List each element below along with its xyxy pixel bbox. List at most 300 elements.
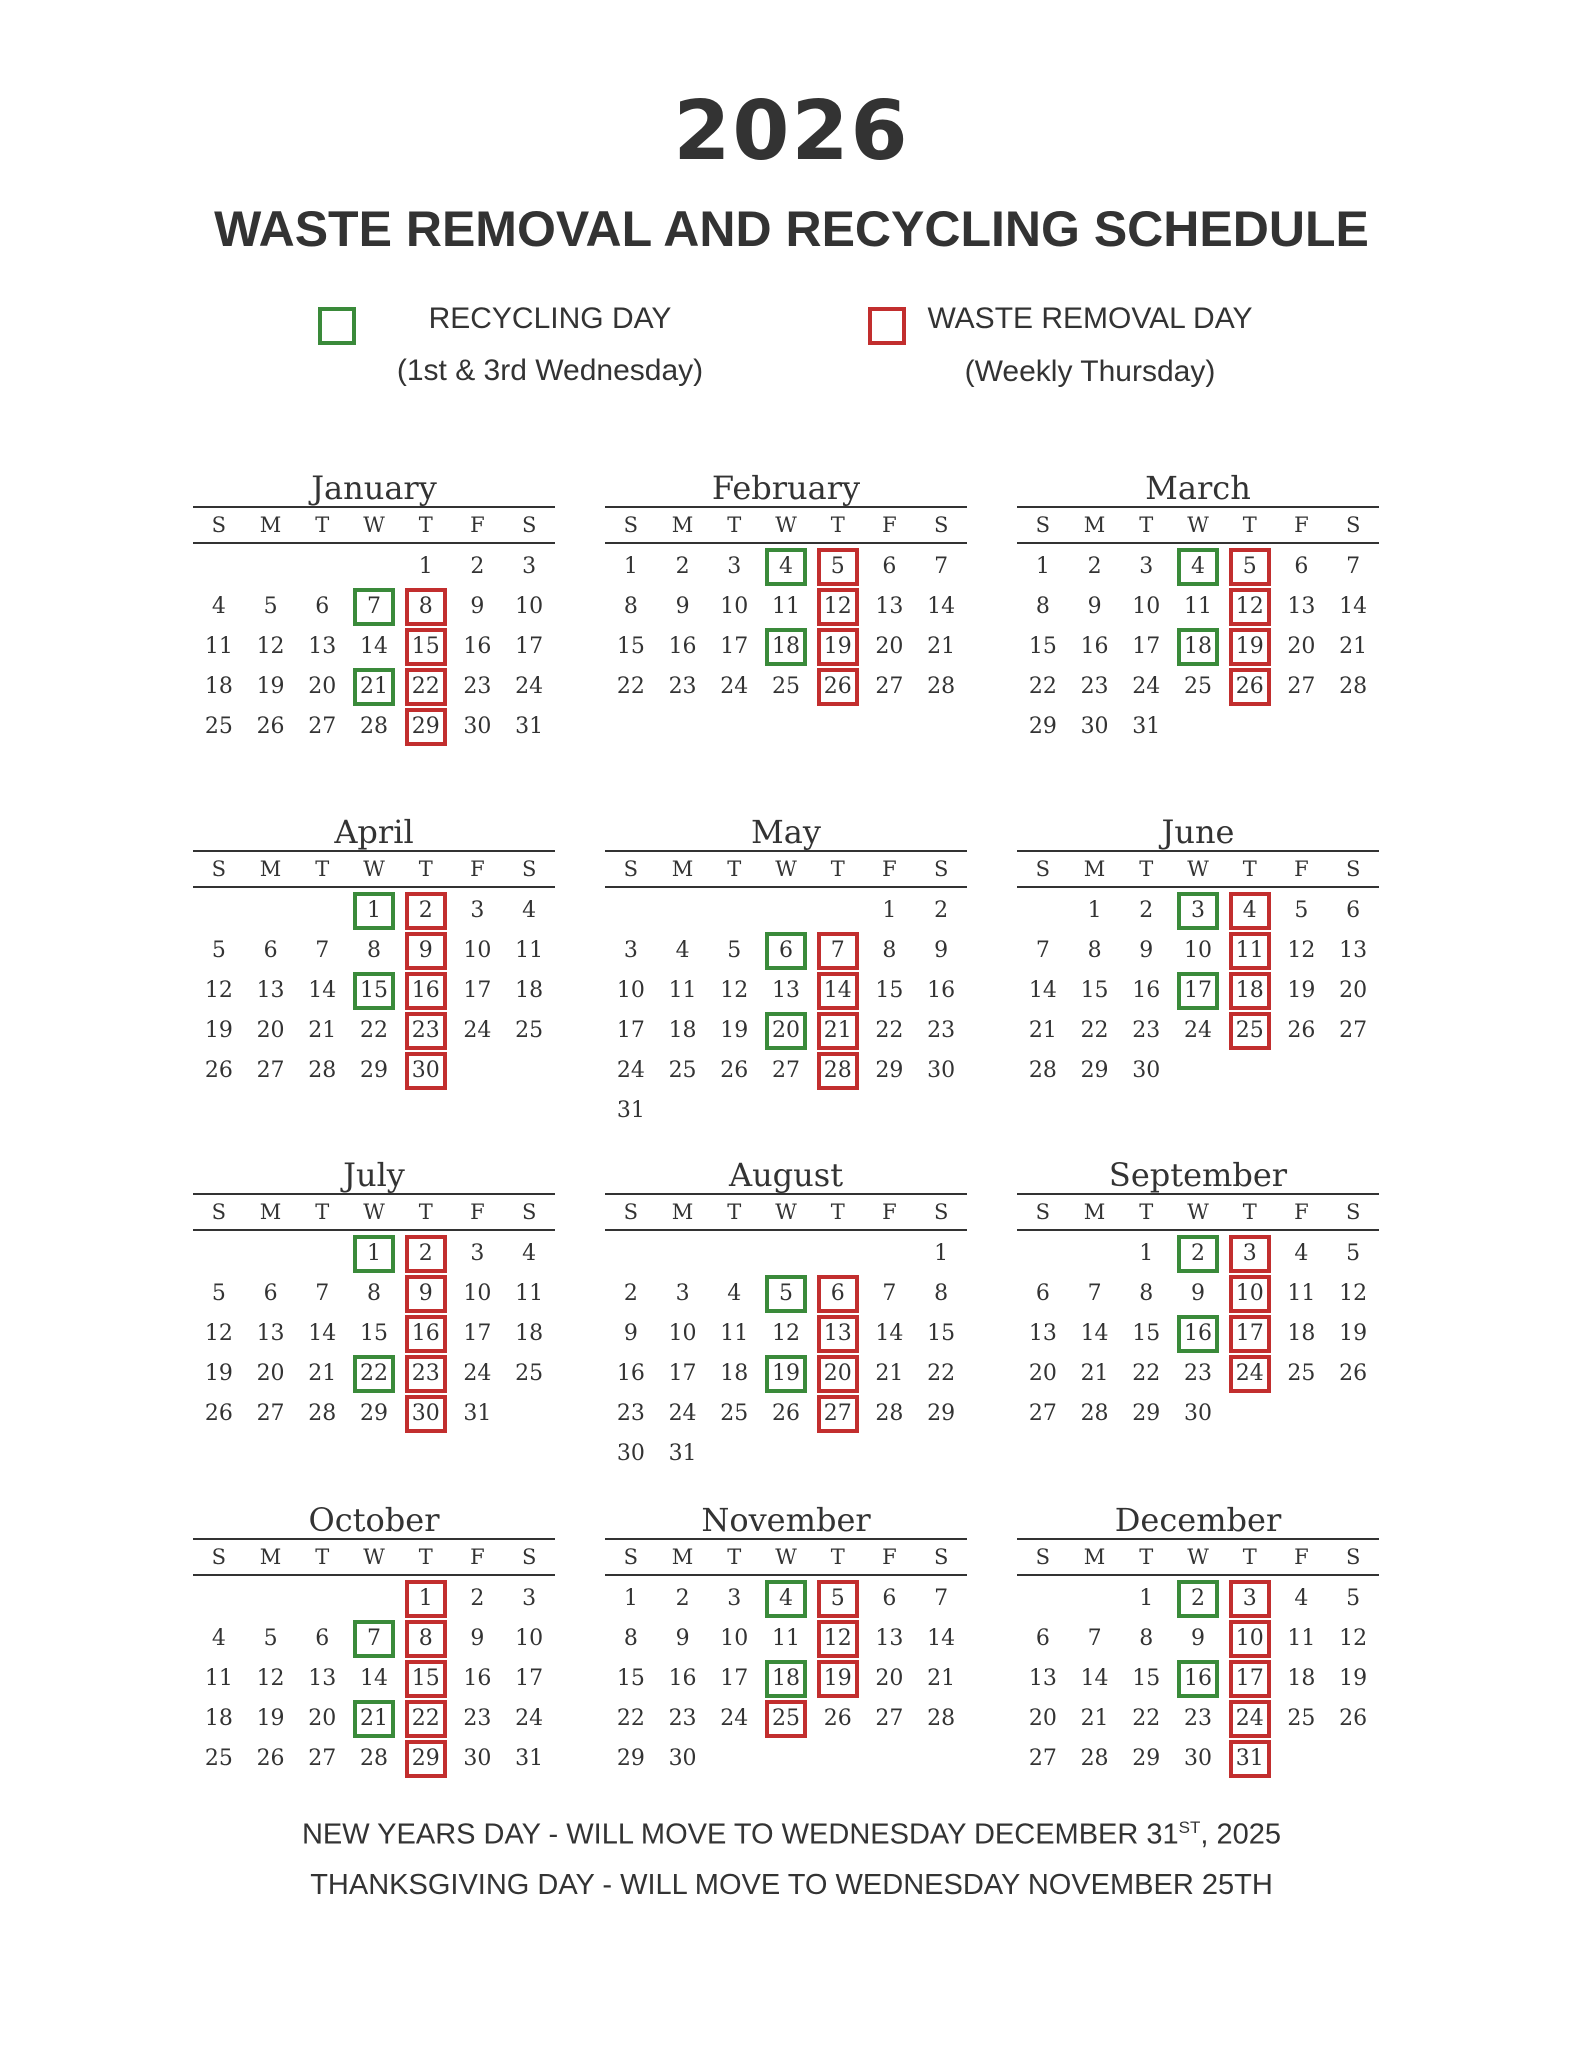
day-cell: 22 (359, 1018, 388, 1043)
month-april (193, 814, 555, 1091)
day-cell: 25 (771, 674, 800, 699)
day-cell: 15 (1028, 634, 1057, 659)
weekday-header: F (1294, 1545, 1309, 1569)
day-cell: 29 (359, 1401, 388, 1426)
weekday-header: S (623, 513, 639, 537)
recycling-day-cell: 1 (348, 1234, 400, 1274)
day-cell: 10 (1183, 938, 1212, 963)
weekday-header-row (1017, 1195, 1379, 1231)
day-cell: 28 (308, 1058, 337, 1083)
day-cell: 14 (1080, 1666, 1109, 1691)
day-cell: 19 (720, 1018, 749, 1043)
day-cell: 7 (315, 938, 330, 963)
day-cell: 10 (515, 1626, 544, 1651)
month-january (193, 470, 555, 747)
day-cell: 28 (1028, 1058, 1057, 1083)
weekday-header-row (1017, 508, 1379, 544)
weekday-header: T (727, 857, 742, 881)
waste-day-cell: 2 (400, 1234, 452, 1274)
weekday-header: T (315, 1545, 330, 1569)
month-september (1017, 1157, 1379, 1434)
day-cell: 18 (1287, 1666, 1316, 1691)
day-cell: 19 (256, 1706, 285, 1731)
day-cell: 6 (315, 1626, 330, 1651)
waste-day-cell: 21 (812, 1011, 864, 1051)
weekday-header: S (933, 1545, 949, 1569)
weekday-header: T (830, 1200, 845, 1224)
day-cell: 10 (668, 1321, 697, 1346)
day-cell: 28 (875, 1401, 904, 1426)
waste-day-cell: 16 (400, 1314, 452, 1354)
day-cell: 25 (204, 714, 233, 739)
month-name: April (193, 814, 555, 852)
day-cell: 28 (359, 1746, 388, 1771)
day-cell: 15 (616, 634, 645, 659)
waste-day-cell: 24 (1224, 1699, 1276, 1739)
day-cell: 25 (1287, 1361, 1316, 1386)
month-november (605, 1502, 967, 1779)
waste-day-cell: 11 (1224, 931, 1276, 971)
day-grid (605, 1579, 967, 1779)
day-cell: 23 (1183, 1706, 1212, 1731)
weekday-header: T (315, 513, 330, 537)
waste-day-cell: 22 (400, 1699, 452, 1739)
day-cell: 2 (623, 1281, 638, 1306)
day-cell: 28 (1080, 1401, 1109, 1426)
day-cell: 28 (308, 1401, 337, 1426)
day-cell: 28 (1080, 1746, 1109, 1771)
day-cell: 3 (522, 554, 537, 579)
weekday-header: F (1294, 513, 1309, 537)
day-cell: 22 (616, 1706, 645, 1731)
day-grid (1017, 891, 1379, 1091)
recycling-day-cell: 19 (760, 1354, 812, 1394)
day-cell: 30 (463, 1746, 492, 1771)
day-cell: 5 (211, 938, 226, 963)
day-cell: 18 (204, 1706, 233, 1731)
day-cell: 14 (308, 978, 337, 1003)
weekday-header: S (521, 1200, 537, 1224)
empty-day-cell (1017, 1234, 1069, 1274)
recycling-day-cell: 1 (348, 891, 400, 931)
recycling-day-cell: 18 (760, 1659, 812, 1699)
day-cell: 14 (875, 1321, 904, 1346)
waste-day-cell: 6 (812, 1274, 864, 1314)
day-cell: 10 (515, 594, 544, 619)
weekday-header: T (830, 857, 845, 881)
day-cell: 24 (668, 1401, 697, 1426)
day-cell: 12 (1339, 1281, 1368, 1306)
waste-day-cell: 26 (1224, 667, 1276, 707)
day-cell: 9 (470, 1626, 485, 1651)
day-cell: 24 (720, 674, 749, 699)
weekday-header: M (671, 1545, 694, 1569)
day-cell: 16 (1132, 978, 1161, 1003)
day-cell: 13 (1028, 1666, 1057, 1691)
weekday-header: W (363, 1200, 385, 1224)
weekday-header: S (1035, 513, 1051, 537)
recycling-day-cell: 2 (1172, 1579, 1224, 1619)
waste-day-cell: 22 (400, 667, 452, 707)
day-cell: 14 (927, 594, 956, 619)
weekday-header: F (882, 857, 897, 881)
day-cell: 21 (1080, 1361, 1109, 1386)
day-cell: 28 (1339, 674, 1368, 699)
day-cell: 2 (675, 554, 690, 579)
day-cell: 26 (256, 1746, 285, 1771)
month-name: February (605, 470, 967, 508)
day-cell: 8 (1139, 1281, 1154, 1306)
day-cell: 22 (927, 1361, 956, 1386)
waste-day-cell: 13 (812, 1314, 864, 1354)
day-cell: 7 (934, 554, 949, 579)
day-cell: 12 (720, 978, 749, 1003)
empty-day-cell (245, 1234, 297, 1274)
day-cell: 7 (934, 1586, 949, 1611)
recycling-day-cell: 2 (1172, 1234, 1224, 1274)
day-cell: 27 (1028, 1401, 1057, 1426)
weekday-header: S (211, 1545, 227, 1569)
empty-day-cell (1069, 1234, 1121, 1274)
empty-day-cell (812, 1234, 864, 1274)
recycling-day-cell: 16 (1172, 1659, 1224, 1699)
waste-day-cell: 16 (400, 971, 452, 1011)
day-cell: 25 (515, 1361, 544, 1386)
day-cell: 17 (616, 1018, 645, 1043)
day-cell: 23 (668, 1706, 697, 1731)
day-cell: 6 (263, 938, 278, 963)
day-cell: 26 (823, 1706, 852, 1731)
day-cell: 7 (1087, 1281, 1102, 1306)
day-cell: 23 (463, 674, 492, 699)
day-cell: 4 (1294, 1586, 1309, 1611)
day-cell: 30 (1080, 714, 1109, 739)
page-year: 2026 (673, 84, 910, 179)
day-cell: 1 (882, 898, 897, 923)
empty-day-cell (296, 891, 348, 931)
day-cell: 13 (256, 978, 285, 1003)
day-cell: 8 (934, 1281, 949, 1306)
day-cell: 4 (522, 1241, 537, 1266)
weekday-header: F (882, 1200, 897, 1224)
day-cell: 10 (720, 1626, 749, 1651)
day-cell: 8 (1139, 1626, 1154, 1651)
day-cell: 26 (720, 1058, 749, 1083)
day-cell: 28 (927, 1706, 956, 1731)
day-grid (193, 891, 555, 1091)
weekday-header: S (1345, 1200, 1361, 1224)
day-cell: 21 (927, 1666, 956, 1691)
day-cell: 27 (875, 1706, 904, 1731)
day-cell: 6 (315, 594, 330, 619)
empty-day-cell (605, 891, 657, 931)
weekday-header: S (1345, 857, 1361, 881)
new-years-note-text: NEW YEARS DAY - WILL MOVE TO WEDNESDAY DECEMBER 31 (301, 1818, 1179, 1851)
waste-day-cell: 1 (400, 1579, 452, 1619)
day-cell: 6 (1035, 1281, 1050, 1306)
day-cell: 26 (1339, 1706, 1368, 1731)
day-cell: 26 (771, 1401, 800, 1426)
recycling-day-cell: 18 (760, 627, 812, 667)
day-cell: 29 (1080, 1058, 1109, 1083)
day-cell: 13 (1339, 938, 1368, 963)
day-cell: 14 (359, 634, 388, 659)
day-grid (1017, 547, 1379, 747)
day-cell: 16 (463, 634, 492, 659)
day-cell: 27 (256, 1401, 285, 1426)
waste-day-cell: 12 (1224, 587, 1276, 627)
day-cell: 6 (1346, 898, 1361, 923)
day-cell: 24 (720, 1706, 749, 1731)
day-cell: 9 (934, 938, 949, 963)
day-cell: 13 (875, 1626, 904, 1651)
weekday-header: T (1242, 1545, 1257, 1569)
day-cell: 23 (1080, 674, 1109, 699)
day-cell: 8 (1035, 594, 1050, 619)
day-cell: 7 (1346, 554, 1361, 579)
day-cell: 3 (727, 554, 742, 579)
day-cell: 20 (1028, 1706, 1057, 1731)
weekday-header: T (418, 857, 433, 881)
day-cell: 10 (720, 594, 749, 619)
day-cell: 19 (204, 1361, 233, 1386)
day-cell: 19 (1339, 1666, 1368, 1691)
day-cell: 9 (623, 1321, 638, 1346)
weekday-header: W (775, 857, 797, 881)
month-name: August (605, 1157, 967, 1195)
day-cell: 1 (934, 1241, 949, 1266)
day-cell: 5 (1346, 1241, 1361, 1266)
day-cell: 15 (875, 978, 904, 1003)
waste-day-cell: 19 (812, 1659, 864, 1699)
day-cell: 24 (616, 1058, 645, 1083)
day-cell: 31 (1132, 714, 1161, 739)
day-cell: 25 (204, 1746, 233, 1771)
day-cell: 30 (1132, 1058, 1161, 1083)
day-cell: 27 (308, 714, 337, 739)
weekday-header: M (671, 1200, 694, 1224)
day-cell: 27 (256, 1058, 285, 1083)
recycling-day-cell: 4 (760, 1579, 812, 1619)
empty-day-cell (193, 1579, 245, 1619)
waste-day-cell: 12 (812, 587, 864, 627)
empty-day-cell (348, 1579, 400, 1619)
day-cell: 22 (1028, 674, 1057, 699)
waste-day-cell: 30 (400, 1394, 452, 1434)
day-cell: 17 (515, 1666, 544, 1691)
weekday-header: S (933, 513, 949, 537)
recycling-day-cell: 7 (348, 1619, 400, 1659)
empty-day-cell (864, 1234, 916, 1274)
weekday-header-row (1017, 852, 1379, 888)
day-cell: 17 (463, 978, 492, 1003)
day-cell: 30 (1183, 1746, 1212, 1771)
weekday-header-row (193, 1195, 555, 1231)
waste-day-cell: 5 (812, 547, 864, 587)
weekday-header: S (521, 1545, 537, 1569)
day-cell: 8 (882, 938, 897, 963)
day-cell: 20 (256, 1018, 285, 1043)
weekday-header: T (727, 513, 742, 537)
empty-day-cell (708, 891, 760, 931)
empty-day-cell (760, 1234, 812, 1274)
day-cell: 23 (463, 1706, 492, 1731)
recycling-legend-swatch (318, 307, 356, 345)
day-cell: 8 (623, 594, 638, 619)
day-cell: 11 (720, 1321, 749, 1346)
day-cell: 30 (616, 1441, 645, 1466)
day-cell: 5 (1346, 1586, 1361, 1611)
day-cell: 23 (1132, 1018, 1161, 1043)
day-cell: 5 (263, 1626, 278, 1651)
waste-day-cell: 8 (400, 587, 452, 627)
day-cell: 9 (1087, 594, 1102, 619)
day-grid (193, 1579, 555, 1779)
day-cell: 5 (727, 938, 742, 963)
weekday-header: M (259, 1200, 282, 1224)
waste-day-cell: 20 (812, 1354, 864, 1394)
day-cell: 14 (927, 1626, 956, 1651)
day-cell: 27 (1028, 1746, 1057, 1771)
day-cell: 4 (522, 898, 537, 923)
day-cell: 13 (256, 1321, 285, 1346)
weekday-header: M (1083, 1200, 1106, 1224)
day-cell: 31 (616, 1098, 645, 1123)
empty-day-cell (245, 891, 297, 931)
empty-day-cell (1017, 891, 1069, 931)
weekday-header: S (211, 513, 227, 537)
weekday-header: F (882, 513, 897, 537)
waste-day-cell: 5 (1224, 547, 1276, 587)
waste-day-cell: 2 (400, 891, 452, 931)
day-cell: 20 (875, 1666, 904, 1691)
waste-day-cell: 27 (812, 1394, 864, 1434)
day-cell: 11 (515, 938, 544, 963)
day-cell: 13 (1287, 594, 1316, 619)
day-cell: 20 (256, 1361, 285, 1386)
weekday-header: F (470, 1200, 485, 1224)
day-cell: 15 (616, 1666, 645, 1691)
day-cell: 25 (668, 1058, 697, 1083)
day-cell: 9 (1190, 1626, 1205, 1651)
day-cell: 27 (1287, 674, 1316, 699)
weekday-header: S (1035, 1200, 1051, 1224)
waste-legend-swatch (868, 307, 906, 345)
day-cell: 26 (204, 1401, 233, 1426)
day-cell: 4 (1294, 1241, 1309, 1266)
weekday-header-row (605, 852, 967, 888)
day-cell: 12 (1287, 938, 1316, 963)
weekday-header: T (1139, 857, 1154, 881)
waste-day-cell: 24 (1224, 1354, 1276, 1394)
day-cell: 11 (1287, 1626, 1316, 1651)
day-cell: 1 (1139, 1241, 1154, 1266)
day-cell: 7 (315, 1281, 330, 1306)
day-cell: 11 (204, 634, 233, 659)
day-cell: 21 (308, 1018, 337, 1043)
day-cell: 18 (668, 1018, 697, 1043)
day-cell: 11 (1183, 594, 1212, 619)
weekday-header: T (1242, 513, 1257, 537)
waste-day-cell: 17 (1224, 1659, 1276, 1699)
day-cell: 2 (470, 1586, 485, 1611)
month-name: June (1017, 814, 1379, 852)
day-cell: 31 (668, 1441, 697, 1466)
weekday-header: T (418, 1200, 433, 1224)
weekday-header: W (363, 857, 385, 881)
waste-day-cell: 29 (400, 1739, 452, 1779)
weekday-header: F (1294, 857, 1309, 881)
weekday-header: T (418, 513, 433, 537)
day-cell: 3 (675, 1281, 690, 1306)
day-cell: 21 (1080, 1706, 1109, 1731)
weekday-header: S (521, 513, 537, 537)
weekday-header: T (830, 513, 845, 537)
day-cell: 6 (882, 1586, 897, 1611)
weekday-header: T (727, 1545, 742, 1569)
day-cell: 12 (204, 1321, 233, 1346)
day-cell: 24 (515, 1706, 544, 1731)
day-cell: 19 (1339, 1321, 1368, 1346)
waste-legend-note: (Weekly Thursday) (964, 355, 1216, 388)
day-cell: 1 (1087, 898, 1102, 923)
day-cell: 12 (256, 1666, 285, 1691)
waste-day-cell: 3 (1224, 1234, 1276, 1274)
waste-day-cell: 19 (812, 627, 864, 667)
empty-day-cell (348, 547, 400, 587)
day-cell: 11 (204, 1666, 233, 1691)
waste-legend-label: WASTE REMOVAL DAY (927, 302, 1253, 335)
day-cell: 11 (771, 594, 800, 619)
waste-day-cell: 7 (812, 931, 864, 971)
day-cell: 15 (927, 1321, 956, 1346)
waste-day-cell: 23 (400, 1011, 452, 1051)
day-cell: 17 (668, 1361, 697, 1386)
day-cell: 27 (875, 674, 904, 699)
waste-day-cell: 8 (400, 1619, 452, 1659)
day-cell: 18 (515, 978, 544, 1003)
empty-day-cell (245, 547, 297, 587)
new-years-note-sup: ST (1178, 1818, 1201, 1837)
weekday-header-row (605, 1540, 967, 1576)
day-cell: 2 (470, 554, 485, 579)
weekday-header: W (1187, 857, 1209, 881)
weekday-header: T (1242, 857, 1257, 881)
day-cell: 9 (1139, 938, 1154, 963)
waste-day-cell: 29 (400, 707, 452, 747)
day-cell: 24 (1132, 674, 1161, 699)
recycling-legend-label: RECYCLING DAY (428, 302, 672, 335)
day-cell: 24 (463, 1018, 492, 1043)
month-december (1017, 1502, 1379, 1779)
day-cell: 10 (1132, 594, 1161, 619)
weekday-header: S (211, 857, 227, 881)
weekday-header: S (623, 1200, 639, 1224)
day-cell: 8 (1087, 938, 1102, 963)
weekday-header-row (193, 852, 555, 888)
day-cell: 1 (1035, 554, 1050, 579)
month-name: May (605, 814, 967, 852)
day-cell: 26 (1339, 1361, 1368, 1386)
day-cell: 21 (1339, 634, 1368, 659)
waste-day-cell: 25 (760, 1699, 812, 1739)
recycling-day-cell: 4 (760, 547, 812, 587)
day-cell: 22 (616, 674, 645, 699)
weekday-header: T (830, 1545, 845, 1569)
day-cell: 22 (1132, 1361, 1161, 1386)
day-cell: 30 (1183, 1401, 1212, 1426)
day-cell: 29 (1132, 1746, 1161, 1771)
